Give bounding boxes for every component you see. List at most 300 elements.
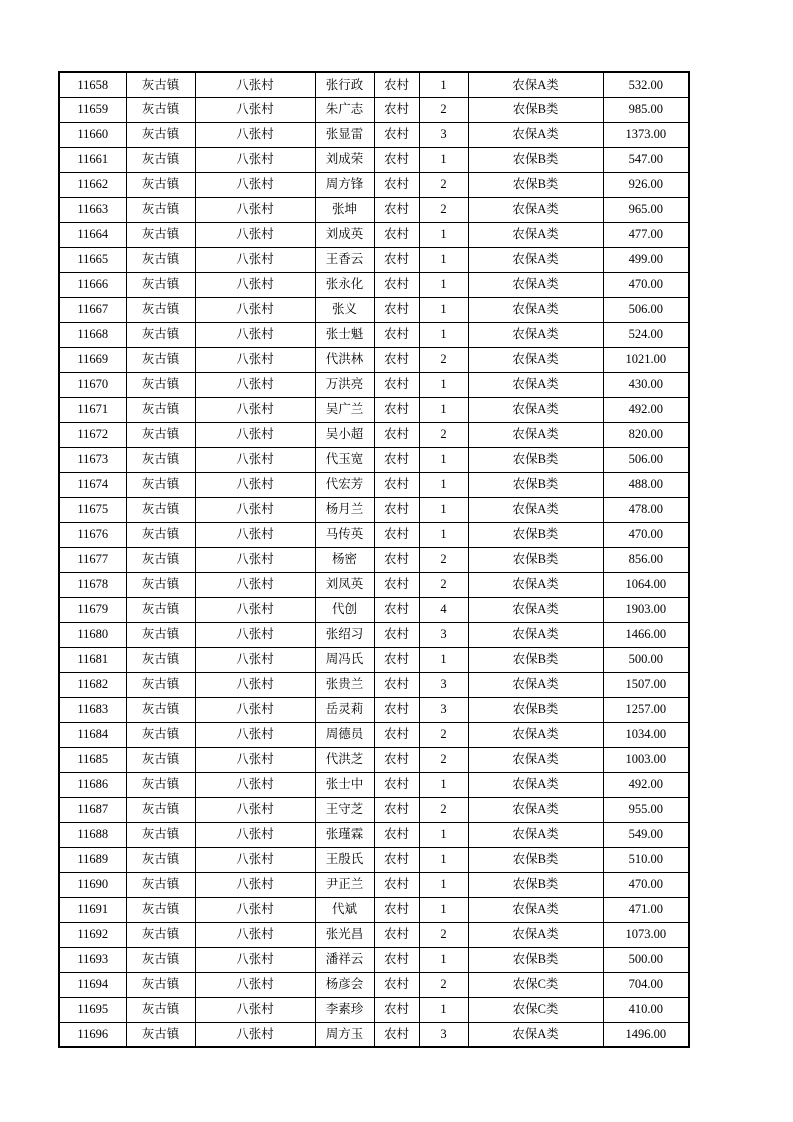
cell-residence_type: 农村 (374, 497, 419, 522)
cell-id: 11659 (59, 97, 126, 122)
cell-name: 张永化 (315, 272, 374, 297)
cell-name: 万洪亮 (315, 372, 374, 397)
cell-persons: 1 (419, 472, 468, 497)
cell-insurance_category: 农保A类 (468, 922, 603, 947)
cell-insurance_category: 农保A类 (468, 597, 603, 622)
cell-name: 刘成英 (315, 222, 374, 247)
cell-insurance_category: 农保B类 (468, 522, 603, 547)
cell-residence_type: 农村 (374, 897, 419, 922)
cell-town: 灰古镇 (126, 522, 195, 547)
cell-name: 岳灵莉 (315, 697, 374, 722)
cell-id: 11683 (59, 697, 126, 722)
cell-amount: 500.00 (603, 947, 689, 972)
cell-insurance_category: 农保A类 (468, 122, 603, 147)
cell-persons: 2 (419, 172, 468, 197)
cell-amount: 477.00 (603, 222, 689, 247)
cell-village: 八张村 (195, 322, 315, 347)
table-row (59, 747, 689, 772)
cell-persons: 1 (419, 647, 468, 672)
cell-id: 11686 (59, 772, 126, 797)
cell-residence_type: 农村 (374, 647, 419, 672)
cell-amount: 547.00 (603, 147, 689, 172)
cell-amount: 499.00 (603, 247, 689, 272)
cell-village: 八张村 (195, 97, 315, 122)
cell-persons: 2 (419, 722, 468, 747)
cell-residence_type: 农村 (374, 372, 419, 397)
table-row (59, 722, 689, 747)
cell-residence_type: 农村 (374, 747, 419, 772)
cell-amount: 478.00 (603, 497, 689, 522)
cell-insurance_category: 农保A类 (468, 272, 603, 297)
cell-amount: 470.00 (603, 272, 689, 297)
cell-amount: 506.00 (603, 297, 689, 322)
cell-residence_type: 农村 (374, 222, 419, 247)
cell-amount: 488.00 (603, 472, 689, 497)
cell-amount: 532.00 (603, 72, 689, 97)
table-row (59, 972, 689, 997)
cell-name: 潘祥云 (315, 947, 374, 972)
cell-persons: 2 (419, 797, 468, 822)
cell-village: 八张村 (195, 772, 315, 797)
cell-town: 灰古镇 (126, 247, 195, 272)
cell-residence_type: 农村 (374, 422, 419, 447)
cell-name: 杨彦会 (315, 972, 374, 997)
cell-village: 八张村 (195, 122, 315, 147)
cell-village: 八张村 (195, 172, 315, 197)
cell-village: 八张村 (195, 597, 315, 622)
cell-residence_type: 农村 (374, 597, 419, 622)
cell-name: 杨月兰 (315, 497, 374, 522)
cell-town: 灰古镇 (126, 597, 195, 622)
cell-name: 代洪芝 (315, 747, 374, 772)
cell-name: 周德员 (315, 722, 374, 747)
cell-persons: 2 (419, 747, 468, 772)
cell-amount: 985.00 (603, 97, 689, 122)
cell-id: 11662 (59, 172, 126, 197)
cell-id: 11694 (59, 972, 126, 997)
cell-persons: 1 (419, 847, 468, 872)
cell-amount: 820.00 (603, 422, 689, 447)
cell-persons: 3 (419, 697, 468, 722)
table-row (59, 472, 689, 497)
cell-name: 周方锋 (315, 172, 374, 197)
cell-village: 八张村 (195, 572, 315, 597)
cell-insurance_category: 农保A类 (468, 497, 603, 522)
cell-insurance_category: 农保A类 (468, 797, 603, 822)
cell-id: 11666 (59, 272, 126, 297)
cell-residence_type: 农村 (374, 922, 419, 947)
table-row (59, 397, 689, 422)
cell-village: 八张村 (195, 72, 315, 97)
cell-residence_type: 农村 (374, 772, 419, 797)
cell-id: 11663 (59, 197, 126, 222)
cell-name: 周方玉 (315, 1022, 374, 1047)
cell-residence_type: 农村 (374, 947, 419, 972)
cell-id: 11675 (59, 497, 126, 522)
cell-persons: 1 (419, 72, 468, 97)
cell-insurance_category: 农保B类 (468, 872, 603, 897)
table-row (59, 147, 689, 172)
cell-persons: 1 (419, 997, 468, 1022)
cell-residence_type: 农村 (374, 872, 419, 897)
cell-town: 灰古镇 (126, 697, 195, 722)
cell-amount: 1466.00 (603, 622, 689, 647)
cell-town: 灰古镇 (126, 722, 195, 747)
table-row (59, 622, 689, 647)
cell-name: 张光昌 (315, 922, 374, 947)
cell-town: 灰古镇 (126, 797, 195, 822)
cell-amount: 510.00 (603, 847, 689, 872)
cell-persons: 1 (419, 497, 468, 522)
cell-insurance_category: 农保A类 (468, 397, 603, 422)
table-row (59, 322, 689, 347)
cell-insurance_category: 农保A类 (468, 247, 603, 272)
cell-name: 杨密 (315, 547, 374, 572)
cell-persons: 1 (419, 447, 468, 472)
table-row (59, 947, 689, 972)
cell-amount: 1034.00 (603, 722, 689, 747)
cell-town: 灰古镇 (126, 197, 195, 222)
cell-name: 张绍习 (315, 622, 374, 647)
cell-residence_type: 农村 (374, 272, 419, 297)
table-row (59, 772, 689, 797)
cell-amount: 430.00 (603, 372, 689, 397)
cell-residence_type: 农村 (374, 997, 419, 1022)
table-row (59, 222, 689, 247)
cell-insurance_category: 农保A类 (468, 297, 603, 322)
cell-id: 11680 (59, 622, 126, 647)
table-row (59, 1022, 689, 1047)
cell-persons: 1 (419, 522, 468, 547)
table-row (59, 172, 689, 197)
cell-amount: 1064.00 (603, 572, 689, 597)
cell-id: 11689 (59, 847, 126, 872)
cell-village: 八张村 (195, 847, 315, 872)
cell-village: 八张村 (195, 647, 315, 672)
cell-residence_type: 农村 (374, 247, 419, 272)
cell-id: 11672 (59, 422, 126, 447)
cell-name: 王殷氏 (315, 847, 374, 872)
cell-amount: 524.00 (603, 322, 689, 347)
cell-insurance_category: 农保B类 (468, 547, 603, 572)
cell-amount: 492.00 (603, 397, 689, 422)
table-body (59, 72, 689, 1047)
cell-village: 八张村 (195, 722, 315, 747)
cell-amount: 410.00 (603, 997, 689, 1022)
cell-town: 灰古镇 (126, 222, 195, 247)
cell-id: 11682 (59, 672, 126, 697)
cell-residence_type: 农村 (374, 797, 419, 822)
table-row (59, 897, 689, 922)
cell-persons: 1 (419, 297, 468, 322)
cell-insurance_category: 农保A类 (468, 772, 603, 797)
cell-persons: 3 (419, 1022, 468, 1047)
cell-persons: 1 (419, 222, 468, 247)
cell-town: 灰古镇 (126, 897, 195, 922)
cell-id: 11673 (59, 447, 126, 472)
cell-residence_type: 农村 (374, 847, 419, 872)
cell-id: 11668 (59, 322, 126, 347)
cell-insurance_category: 农保A类 (468, 197, 603, 222)
cell-name: 王香云 (315, 247, 374, 272)
cell-village: 八张村 (195, 697, 315, 722)
cell-village: 八张村 (195, 147, 315, 172)
cell-name: 马传英 (315, 522, 374, 547)
cell-name: 代宏芳 (315, 472, 374, 497)
cell-name: 张士魁 (315, 322, 374, 347)
table-row (59, 122, 689, 147)
table-row (59, 272, 689, 297)
cell-amount: 471.00 (603, 897, 689, 922)
cell-village: 八张村 (195, 422, 315, 447)
cell-village: 八张村 (195, 747, 315, 772)
table-row (59, 522, 689, 547)
cell-id: 11691 (59, 897, 126, 922)
cell-town: 灰古镇 (126, 922, 195, 947)
cell-id: 11693 (59, 947, 126, 972)
cell-name: 吴小超 (315, 422, 374, 447)
cell-amount: 1003.00 (603, 747, 689, 772)
cell-persons: 1 (419, 947, 468, 972)
cell-id: 11695 (59, 997, 126, 1022)
cell-amount: 1373.00 (603, 122, 689, 147)
cell-amount: 926.00 (603, 172, 689, 197)
cell-insurance_category: 农保B类 (468, 647, 603, 672)
cell-town: 灰古镇 (126, 372, 195, 397)
cell-village: 八张村 (195, 672, 315, 697)
cell-name: 周冯氏 (315, 647, 374, 672)
cell-town: 灰古镇 (126, 347, 195, 372)
table-row (59, 847, 689, 872)
cell-persons: 4 (419, 597, 468, 622)
cell-residence_type: 农村 (374, 297, 419, 322)
cell-village: 八张村 (195, 397, 315, 422)
cell-persons: 1 (419, 322, 468, 347)
cell-name: 代玉宽 (315, 447, 374, 472)
cell-residence_type: 农村 (374, 197, 419, 222)
table-row (59, 647, 689, 672)
table-row (59, 197, 689, 222)
cell-town: 灰古镇 (126, 1022, 195, 1047)
cell-name: 张士中 (315, 772, 374, 797)
cell-village: 八张村 (195, 972, 315, 997)
cell-id: 11674 (59, 472, 126, 497)
cell-village: 八张村 (195, 447, 315, 472)
cell-residence_type: 农村 (374, 1022, 419, 1047)
cell-id: 11665 (59, 247, 126, 272)
table-row (59, 922, 689, 947)
table-row (59, 72, 689, 97)
cell-residence_type: 农村 (374, 522, 419, 547)
cell-name: 刘凤英 (315, 572, 374, 597)
cell-residence_type: 农村 (374, 397, 419, 422)
cell-id: 11692 (59, 922, 126, 947)
cell-id: 11679 (59, 597, 126, 622)
cell-residence_type: 农村 (374, 547, 419, 572)
cell-insurance_category: 农保A类 (468, 897, 603, 922)
cell-village: 八张村 (195, 947, 315, 972)
cell-insurance_category: 农保B类 (468, 847, 603, 872)
cell-name: 张坤 (315, 197, 374, 222)
cell-id: 11669 (59, 347, 126, 372)
cell-amount: 955.00 (603, 797, 689, 822)
cell-amount: 500.00 (603, 647, 689, 672)
cell-amount: 506.00 (603, 447, 689, 472)
cell-amount: 965.00 (603, 197, 689, 222)
cell-village: 八张村 (195, 197, 315, 222)
cell-amount: 1257.00 (603, 697, 689, 722)
cell-amount: 704.00 (603, 972, 689, 997)
table-row (59, 447, 689, 472)
cell-id: 11678 (59, 572, 126, 597)
cell-persons: 1 (419, 397, 468, 422)
cell-town: 灰古镇 (126, 297, 195, 322)
cell-town: 灰古镇 (126, 622, 195, 647)
cell-insurance_category: 农保B类 (468, 97, 603, 122)
cell-persons: 1 (419, 822, 468, 847)
benefits-table (58, 71, 690, 1048)
cell-village: 八张村 (195, 372, 315, 397)
cell-residence_type: 农村 (374, 322, 419, 347)
cell-id: 11658 (59, 72, 126, 97)
cell-persons: 2 (419, 197, 468, 222)
cell-town: 灰古镇 (126, 847, 195, 872)
cell-amount: 470.00 (603, 872, 689, 897)
cell-town: 灰古镇 (126, 172, 195, 197)
cell-persons: 2 (419, 422, 468, 447)
cell-id: 11677 (59, 547, 126, 572)
cell-persons: 3 (419, 622, 468, 647)
cell-id: 11670 (59, 372, 126, 397)
cell-name: 吴广兰 (315, 397, 374, 422)
cell-name: 代斌 (315, 897, 374, 922)
cell-persons: 1 (419, 772, 468, 797)
cell-insurance_category: 农保A类 (468, 747, 603, 772)
cell-id: 11671 (59, 397, 126, 422)
cell-town: 灰古镇 (126, 572, 195, 597)
cell-id: 11667 (59, 297, 126, 322)
table-row (59, 347, 689, 372)
cell-persons: 1 (419, 247, 468, 272)
cell-village: 八张村 (195, 872, 315, 897)
cell-village: 八张村 (195, 547, 315, 572)
cell-village: 八张村 (195, 297, 315, 322)
cell-id: 11690 (59, 872, 126, 897)
cell-persons: 2 (419, 547, 468, 572)
table-row (59, 872, 689, 897)
cell-insurance_category: 农保B类 (468, 147, 603, 172)
table-row (59, 572, 689, 597)
cell-residence_type: 农村 (374, 447, 419, 472)
cell-insurance_category: 农保A类 (468, 622, 603, 647)
cell-town: 灰古镇 (126, 72, 195, 97)
cell-town: 灰古镇 (126, 122, 195, 147)
cell-insurance_category: 农保B类 (468, 472, 603, 497)
cell-town: 灰古镇 (126, 647, 195, 672)
cell-insurance_category: 农保B类 (468, 697, 603, 722)
cell-village: 八张村 (195, 1022, 315, 1047)
cell-name: 代洪林 (315, 347, 374, 372)
cell-persons: 3 (419, 672, 468, 697)
cell-town: 灰古镇 (126, 947, 195, 972)
cell-id: 11661 (59, 147, 126, 172)
cell-amount: 1073.00 (603, 922, 689, 947)
cell-town: 灰古镇 (126, 822, 195, 847)
cell-persons: 1 (419, 372, 468, 397)
cell-town: 灰古镇 (126, 497, 195, 522)
table-row (59, 97, 689, 122)
cell-persons: 2 (419, 97, 468, 122)
cell-id: 11681 (59, 647, 126, 672)
cell-name: 王守芝 (315, 797, 374, 822)
cell-village: 八张村 (195, 797, 315, 822)
cell-village: 八张村 (195, 347, 315, 372)
cell-residence_type: 农村 (374, 722, 419, 747)
cell-name: 张瑾霖 (315, 822, 374, 847)
cell-town: 灰古镇 (126, 272, 195, 297)
cell-amount: 856.00 (603, 547, 689, 572)
cell-amount: 1903.00 (603, 597, 689, 622)
cell-village: 八张村 (195, 472, 315, 497)
cell-village: 八张村 (195, 922, 315, 947)
cell-insurance_category: 农保C类 (468, 997, 603, 1022)
cell-town: 灰古镇 (126, 547, 195, 572)
cell-name: 朱广志 (315, 97, 374, 122)
cell-village: 八张村 (195, 222, 315, 247)
cell-residence_type: 农村 (374, 972, 419, 997)
cell-name: 代创 (315, 597, 374, 622)
table-row (59, 297, 689, 322)
cell-town: 灰古镇 (126, 422, 195, 447)
cell-town: 灰古镇 (126, 997, 195, 1022)
table-row (59, 797, 689, 822)
cell-persons: 1 (419, 147, 468, 172)
cell-town: 灰古镇 (126, 447, 195, 472)
cell-village: 八张村 (195, 897, 315, 922)
cell-persons: 2 (419, 972, 468, 997)
table-row (59, 672, 689, 697)
cell-insurance_category: 农保A类 (468, 422, 603, 447)
cell-insurance_category: 农保A类 (468, 672, 603, 697)
cell-id: 11684 (59, 722, 126, 747)
table-row (59, 247, 689, 272)
cell-residence_type: 农村 (374, 472, 419, 497)
cell-amount: 492.00 (603, 772, 689, 797)
cell-insurance_category: 农保A类 (468, 347, 603, 372)
cell-insurance_category: 农保C类 (468, 972, 603, 997)
cell-town: 灰古镇 (126, 972, 195, 997)
cell-id: 11664 (59, 222, 126, 247)
cell-persons: 1 (419, 872, 468, 897)
cell-id: 11685 (59, 747, 126, 772)
table-row (59, 497, 689, 522)
cell-amount: 470.00 (603, 522, 689, 547)
cell-town: 灰古镇 (126, 472, 195, 497)
cell-persons: 3 (419, 122, 468, 147)
cell-village: 八张村 (195, 497, 315, 522)
cell-residence_type: 农村 (374, 97, 419, 122)
cell-insurance_category: 农保A类 (468, 322, 603, 347)
cell-insurance_category: 农保A类 (468, 72, 603, 97)
cell-insurance_category: 农保A类 (468, 1022, 603, 1047)
cell-town: 灰古镇 (126, 672, 195, 697)
cell-name: 张义 (315, 297, 374, 322)
table-row (59, 697, 689, 722)
cell-id: 11660 (59, 122, 126, 147)
cell-town: 灰古镇 (126, 772, 195, 797)
cell-persons: 2 (419, 922, 468, 947)
cell-insurance_category: 农保A类 (468, 222, 603, 247)
